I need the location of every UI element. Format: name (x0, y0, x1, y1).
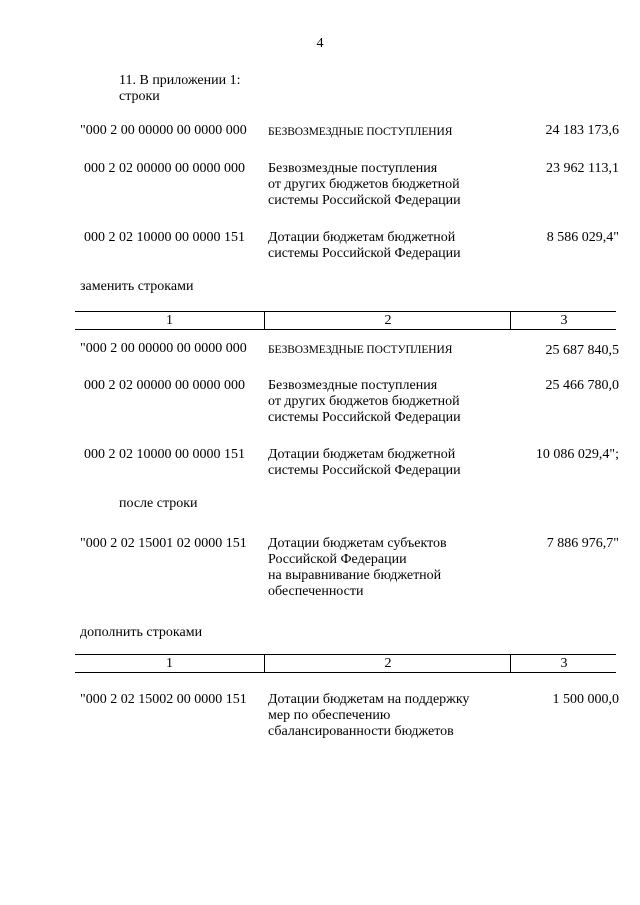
budget-item-name: БЕЗВОЗМЕЗДНЫЕ ПОСТУПЛЕНИЯ (268, 126, 453, 138)
budget-code: "000 2 00 00000 00 0000 000 (80, 341, 247, 356)
budget-code: 000 2 02 10000 00 0000 151 (84, 447, 245, 462)
budget-amount: 1 500 000,0 (552, 692, 619, 707)
section-heading: 11. В приложении 1: (119, 73, 241, 88)
column-header-1: 1 (166, 313, 173, 328)
column-header-2: 2 (264, 312, 511, 329)
budget-amount: 23 962 113,1 (546, 161, 619, 176)
page-number: 4 (316, 36, 324, 51)
budget-amount: 7 886 976,7" (546, 536, 619, 551)
column-header-2: 2 (264, 655, 511, 672)
budget-item-name: Дотации бюджетам на поддержку мер по обеспечению сбалансированности бюджетов (268, 692, 470, 739)
budget-amount: 25 466 780,0 (545, 378, 619, 393)
budget-amount: 8 586 029,4" (546, 230, 619, 245)
column-header-3: 3 (510, 655, 617, 672)
replace-instruction: заменить строками (80, 279, 194, 294)
budget-item-name: БЕЗВОЗМЕЗДНЫЕ ПОСТУПЛЕНИЯ (268, 344, 453, 356)
budget-code: "000 2 02 15001 02 0000 151 (80, 536, 247, 551)
budget-code: "000 2 02 15002 00 0000 151 (80, 692, 247, 707)
budget-code: "000 2 00 00000 00 0000 000 (80, 123, 247, 138)
budget-item-name: Безвозмездные поступления от других бюджетов бюджетной системы Российской Федерации (268, 161, 461, 208)
budget-amount: 25 687 840,5 (545, 343, 619, 358)
column-header-row (75, 654, 616, 673)
budget-item-name: Безвозмездные поступления от других бюджетов бюджетной системы Российской Федерации (268, 378, 461, 425)
supplement-instruction: дополнить строками (80, 625, 203, 640)
budget-item-name: Дотации бюджетам бюджетной системы Российской Федерации (268, 447, 461, 478)
budget-code: 000 2 02 00000 00 0000 000 (84, 378, 245, 393)
rows-label: строки (119, 89, 160, 104)
column-header-row (75, 311, 616, 330)
budget-item-name: Дотации бюджетам бюджетной системы Российской Федерации (268, 230, 461, 261)
column-header-3: 3 (510, 312, 617, 329)
budget-code: 000 2 02 00000 00 0000 000 (84, 161, 245, 176)
after-row-instruction: после строки (119, 496, 198, 511)
budget-item-name: Дотации бюджетам субъектов Российской Федерации на выравнивание бюджетной обеспеченности (268, 536, 447, 599)
budget-code: 000 2 02 10000 00 0000 151 (84, 230, 245, 245)
column-header-1: 1 (166, 656, 173, 671)
budget-amount: 24 183 173,6 (545, 123, 619, 138)
budget-amount: 10 086 029,4"; (535, 447, 619, 462)
